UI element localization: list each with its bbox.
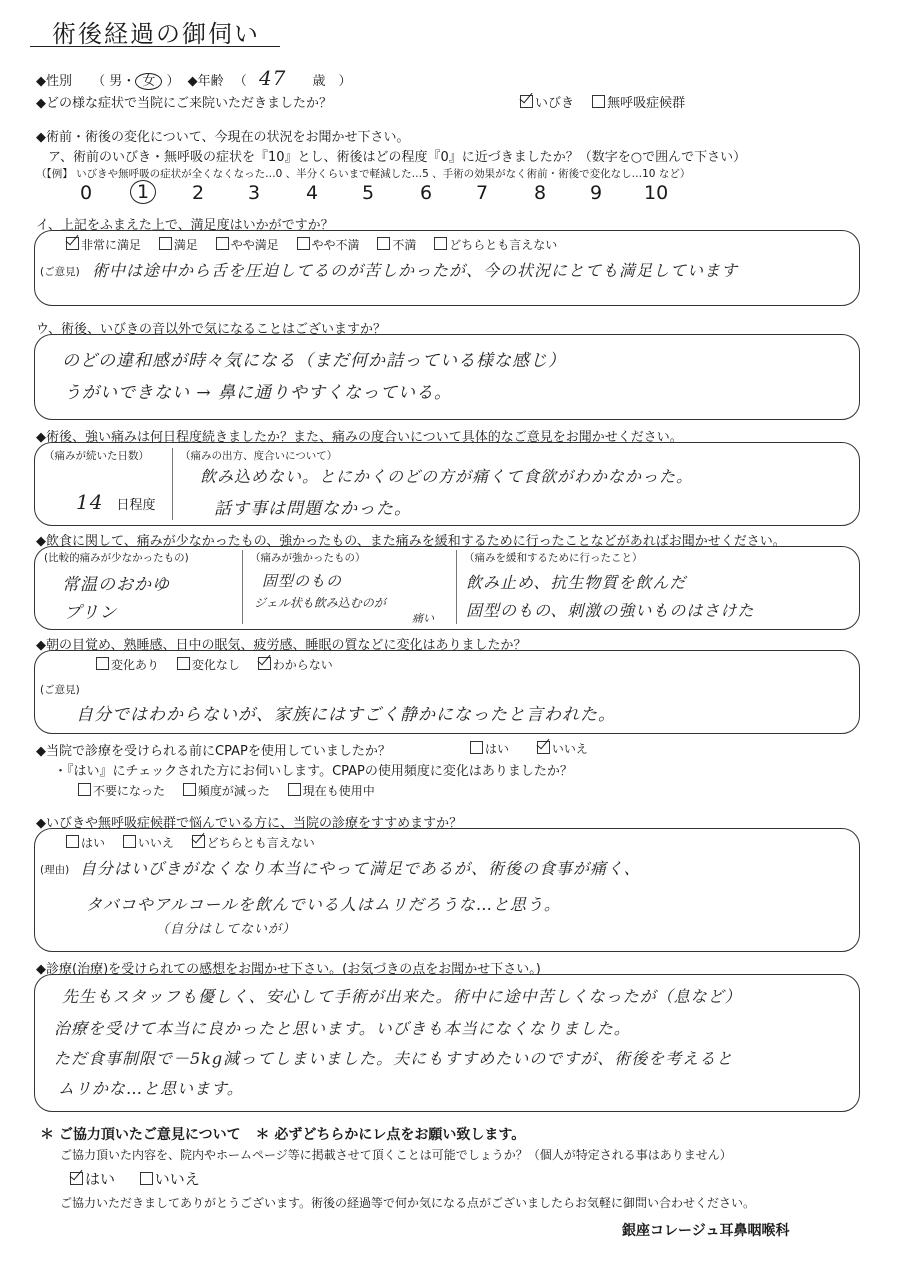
clinic-name: 銀座コレージュ耳鼻咽喉科: [622, 1223, 790, 1239]
symptom-snoring-option[interactable]: [520, 96, 574, 111]
diet-divider-2: [456, 550, 457, 624]
gender-open-paren: （: [92, 74, 106, 89]
consent-yes-option[interactable]: [70, 1170, 115, 1188]
option-label: 現在も使用中: [302, 784, 375, 798]
option-label: いいえ: [154, 1170, 200, 1188]
age-value[interactable]: 47: [258, 66, 287, 90]
title-underline: [30, 46, 280, 47]
pain-divider: [172, 448, 173, 520]
recommend-options: [66, 834, 329, 851]
option-label: 不満: [392, 238, 417, 252]
other-concern-line2[interactable]: うがいできない → 鼻に通りやすくなっている。: [64, 383, 453, 403]
pain-question: ◆術後、強い痛みは何日程度続きましたか？また、痛みの度合いについて具体的なご意見をお聞かせください。: [36, 430, 683, 445]
option-label: やや満足: [230, 238, 279, 252]
diet-col2-line3[interactable]: 痛い: [412, 612, 434, 625]
change-example: [36, 166, 690, 181]
pain-detail-line2[interactable]: 話す事は問題なかった。: [214, 499, 412, 519]
checkbox-icon[interactable]: [177, 657, 190, 670]
scale-3[interactable]: 3: [248, 182, 261, 204]
checkbox-icon[interactable]: [470, 741, 483, 754]
satisfaction-option-dis[interactable]: [377, 238, 416, 252]
satisfaction-opinion-label: (ご意見): [40, 266, 80, 278]
scale-8[interactable]: 8: [534, 182, 547, 204]
scale-7[interactable]: 7: [476, 182, 489, 204]
pain-detail-label: （痛みの出方、度合いについて）: [180, 450, 338, 462]
sleep-option-unknown[interactable]: [258, 658, 333, 672]
diet-question: ◆飲食に関して、痛みが少なかったもの、強かったもの、また痛みを緩和するために行ったことなどがあればお聞かせください。: [36, 534, 786, 549]
diet-col3-line2[interactable]: 固型のもの、刺激の強いものはさけた: [466, 601, 755, 620]
symptom-apnea-option[interactable]: [592, 96, 685, 111]
checkbox-icon[interactable]: [592, 95, 605, 108]
satisfaction-options: [66, 236, 571, 253]
consent-heading-left: ＊ ご協力頂いたご意見について: [40, 1127, 241, 1143]
checkbox-icon[interactable]: [140, 1172, 153, 1185]
impression-line1[interactable]: 先生もスタッフも優しく、安心して手術が出来た。術中に途中苦しくなったが（息など）: [62, 987, 742, 1006]
diet-col3-line1[interactable]: 飲み止め、抗生物質を飲んだ: [466, 573, 687, 592]
consent-thanks: ご協力いただきましてありがとうございます。術後の経過等で何か気になる点がございましたらお気軽に御問い合わせください。: [60, 1196, 756, 1210]
change-example-text: 【例】 いびきや無呼吸の症状が全くなくなった…0 、半分くらいまで軽減した…5 、手術の効果がなく術前・術後で変化なし…10 など）: [46, 168, 691, 180]
pain-detail-line1[interactable]: 飲み込めない。とにかくのどの方が痛くて食欲がわかなかった。: [200, 467, 694, 486]
checkbox-icon[interactable]: [123, 835, 136, 848]
change-question-a: ア、術前のいびき・無呼吸の症状を『10』とし、術後はどの程度『0』に近づきましたか？（数字を○で囲んで下さい）: [48, 150, 747, 165]
impression-line3[interactable]: ただ食事制限で－5kg減ってしまいました。夫にもすすめたいのですが、術後を考えると: [54, 1049, 734, 1068]
scale-10[interactable]: 10: [644, 182, 669, 204]
diet-col3-label: （痛みを緩和するために行ったこと）: [464, 552, 643, 564]
diet-col2-label: （痛みが強かったもの）: [250, 552, 366, 564]
symptom-snoring-label: いびき: [535, 96, 575, 111]
option-label: わからない: [272, 658, 333, 672]
gender-close-paren: ）: [166, 74, 180, 89]
recommend-question: ◆いびきや無呼吸症候群で悩んでいる方に、当院の診療をすすめますか？: [36, 816, 463, 831]
gender-male[interactable]: 男: [109, 74, 123, 89]
checkbox-icon[interactable]: [183, 783, 196, 796]
checkbox-checked-icon[interactable]: [258, 657, 271, 670]
cpap-sub-options: [78, 782, 389, 799]
change-question-title: ◆術前・術後の変化について、今現在の状況をお聞かせ下さい。: [36, 130, 410, 145]
sleep-option-unchanged[interactable]: [177, 658, 240, 672]
recommend-yes-option[interactable]: [66, 836, 105, 850]
checkbox-icon[interactable]: [96, 657, 109, 670]
checkbox-icon[interactable]: [288, 783, 301, 796]
satisfaction-opinion[interactable]: 術中は途中から舌を圧迫してるのが苦しかったが、今の状況にとても満足しています: [92, 261, 739, 280]
age-open-paren: （: [233, 74, 247, 89]
option-label: 非常に満足: [81, 238, 142, 252]
scale-2[interactable]: 2: [192, 182, 205, 204]
pain-days-label: （痛みが続いた日数）: [44, 450, 149, 462]
pain-days-unit: 日程度: [116, 498, 156, 513]
checkbox-icon[interactable]: [216, 237, 229, 250]
checkbox-checked-icon[interactable]: [537, 741, 550, 754]
symptom-question: ◆どの様な症状で当院にご来院いただきましたか？: [36, 96, 332, 111]
impression-line4[interactable]: ムリかな…と思います。: [58, 1079, 244, 1098]
page-title: 術後経過の御伺い: [52, 20, 260, 48]
option-label: 不要になった: [93, 784, 166, 798]
pain-days-value[interactable]: 14: [76, 490, 104, 514]
option-label: いいえ: [137, 836, 174, 850]
gender-female-selected[interactable]: 女: [135, 73, 162, 90]
gender-dot: ・: [122, 74, 136, 89]
diet-col2-line1[interactable]: 固型のもの: [262, 572, 343, 590]
cpap-sub-option-unneeded[interactable]: [78, 784, 165, 798]
sleep-options: [96, 656, 347, 673]
scale-6[interactable]: 6: [420, 182, 433, 204]
checkbox-icon[interactable]: [377, 237, 390, 250]
diet-col1-line1[interactable]: 常温のおかゆ: [62, 575, 170, 595]
consent-no-option[interactable]: [140, 1170, 200, 1188]
recommend-reason-line2[interactable]: タバコやアルコールを飲んでいる人はムリだろうな…と思う。: [86, 895, 561, 914]
cpap-sub-option-reduced[interactable]: [183, 784, 270, 798]
option-label: はい: [85, 1170, 116, 1188]
checkbox-icon[interactable]: [159, 237, 172, 250]
change-example-open-paren: （: [36, 168, 47, 180]
cpap-options: [470, 740, 602, 757]
satisfaction-option-somewhat-dis[interactable]: [297, 238, 360, 252]
satisfaction-option-very[interactable]: [66, 238, 141, 252]
consent-heading: [40, 1124, 525, 1144]
recommend-neither-option[interactable]: [192, 836, 315, 850]
scale-0[interactable]: 0: [80, 182, 93, 204]
recommend-no-option[interactable]: [123, 836, 174, 850]
checkbox-checked-icon[interactable]: [70, 1172, 83, 1185]
pain-days-row: [76, 490, 156, 514]
impression-line2[interactable]: 治療を受けて本当に良かったと思います。いびきも本当になくなりました。: [54, 1019, 631, 1038]
recommend-reason-line3[interactable]: （自分はしてないが）: [156, 922, 297, 937]
other-concern-line1[interactable]: のどの違和感が時々気になる（まだ何か詰っている様な感じ）: [62, 351, 566, 371]
checkbox-icon[interactable]: [78, 783, 91, 796]
checkbox-checked-icon[interactable]: [66, 237, 79, 250]
consent-heading-right: ＊ 必ずどちらかにレ点をお願い致します。: [255, 1127, 526, 1143]
symptom-options: [520, 92, 699, 111]
gender-age-row: [36, 66, 352, 90]
checkbox-icon[interactable]: [434, 237, 447, 250]
sleep-option-changed[interactable]: [96, 658, 159, 672]
age-label: ◆年齢: [187, 74, 224, 89]
cpap-no-option[interactable]: [537, 742, 588, 756]
checkbox-icon[interactable]: [66, 835, 79, 848]
diet-divider-1: [242, 550, 243, 624]
option-label: はい: [81, 836, 106, 850]
cpap-question: ◆当院で診療を受けられる前にCPAPを使用していましたか？: [36, 744, 391, 759]
recommend-reason-line1[interactable]: 自分はいびきがなくなり本当にやって満足であるが、術後の食事が痛く、: [80, 859, 641, 878]
diet-col1-label: (比較的痛みが少なかったもの): [44, 552, 189, 564]
sleep-opinion[interactable]: 自分ではわからないが、家族にはすごく静かになったと言われた。: [76, 705, 616, 725]
option-label: 頻度が減った: [197, 784, 270, 798]
cpap-sub-question: ・『はい』にチェックされた方にお伺いします。CPAPの使用頻度に変化はありましたか？: [54, 764, 573, 779]
recommend-reason-label: (理由): [40, 864, 70, 876]
option-label: いいえ: [551, 742, 588, 756]
satisfaction-question: イ、上記をふまえた上で、満足度はいかがですか？: [36, 218, 334, 233]
sleep-opinion-label: (ご意見): [40, 684, 80, 696]
cpap-yes-option[interactable]: [470, 742, 509, 756]
cpap-sub-option-still[interactable]: [288, 784, 375, 798]
checkbox-checked-icon[interactable]: [192, 835, 205, 848]
satisfaction-option-satisfied[interactable]: [159, 238, 198, 252]
option-label: どちらとも言えない: [206, 836, 315, 850]
other-concern-question: ウ、術後、いびきの音以外で気になることはございますか？: [36, 322, 386, 337]
impression-question: ◆診療(治療)を受けられての感想をお聞かせ下さい。(お気づきの点をお聞かせ下さい。): [36, 962, 541, 977]
satisfaction-option-somewhat[interactable]: [216, 238, 279, 252]
scale-9[interactable]: 9: [590, 182, 603, 204]
scale-1-selected[interactable]: 1: [130, 180, 156, 204]
checkbox-icon[interactable]: [297, 237, 310, 250]
option-label: 変化あり: [111, 658, 160, 672]
option-label: 変化なし: [191, 658, 240, 672]
scale-5[interactable]: 5: [362, 182, 375, 204]
diet-col2-line2[interactable]: ジェル状も飲み込むのが: [254, 596, 386, 610]
scale-4[interactable]: 4: [306, 182, 319, 204]
consent-question: ご協力頂いた内容を、院内やホームページ等に掲載させて頂くことは可能でしょうか？（個人が特定される事はありません）: [60, 1148, 732, 1162]
diet-col1-line2[interactable]: プリン: [64, 603, 118, 623]
checkbox-checked-icon[interactable]: [520, 95, 533, 108]
option-label: やや不満: [311, 238, 360, 252]
sleep-question: ◆朝の目覚め、熟睡感、日中の眠気、疲労感、睡眠の質などに変化はありましたか？: [36, 638, 527, 653]
option-label: はい: [485, 742, 510, 756]
symptom-apnea-label: 無呼吸症候群: [607, 96, 686, 111]
consent-options: [70, 1168, 214, 1189]
option-label: どちらとも言えない: [449, 238, 558, 252]
age-unit: 歳 ）: [312, 74, 352, 89]
option-label: 満足: [173, 238, 198, 252]
satisfaction-option-neither[interactable]: [434, 238, 557, 252]
gender-label: ◆性別: [36, 74, 72, 89]
